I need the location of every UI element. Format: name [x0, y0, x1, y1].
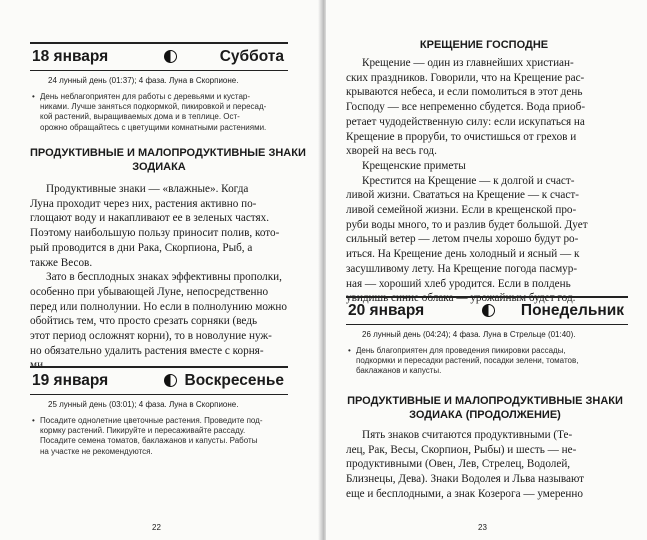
date-header-jan18 — [30, 42, 288, 71]
day-advice: • День благоприятен для проведения пикировки рассады, подкормки и пересадки растений, посадки зелени, томатов, баклажанов и капусты. — [348, 346, 579, 376]
moon-phase-icon — [164, 50, 177, 63]
holiday-text: Крещение — один из главнейших христиан- ских праздников. Говорили, что на Крещение рас- крываются небеса, и если помолиться в этот день Господу — все непременно сбудется. Вода приоб- ретает чудодейственную силу: если искупаться на Крещение в проруби, то очистишься от грехов и хворей на весь год. Крещенские приметы Крестится на Крещение — к долгой и счаст- ливой жизни. Свататься на Крещение — к счаст- ливой семейной жизни. Если в крещенской про- руби воды много, то и разлив будет большой. Дует сильный ветер — летом пчелы хорошо будут ро- иться. На Крещение день холодный и ясный — к засушливому лету. На Крещение погода пасмур- ная — хороший хлеб уродится. Если в полдень увидишь синие облака — урожайным будет год. — [346, 57, 588, 305]
date-header-jan19 — [30, 366, 288, 395]
date-header-jan20 — [346, 296, 628, 325]
moon-info: 26 лунный день (04:24); 4 фаза. Луна в Стрельце (01:40). — [362, 330, 576, 339]
date-label: 20 января — [348, 302, 425, 319]
weekday-label: Понедельник — [520, 302, 624, 319]
moon-info: 25 лунный день (03:01); 4 фаза. Луна в Скорпионе. — [48, 400, 239, 409]
weekday-label: Суббота — [219, 48, 284, 65]
section-heading: ПРОДУКТИВНЫЕ И МАЛОПРОДУКТИВНЫЕ ЗНАКИ ЗОДИАКА (ПРОДОЛЖЕНИЕ) — [347, 395, 623, 421]
day-advice: • День неблагоприятен для работы с деревьями и кустар- никами. Лучше заняться подкормкой, пикировкой и пересад- кой растений, выращиваемых дома и в теплице. Ост- орожно обращайтесь с цветущими комнатными растениями. — [32, 92, 267, 132]
page-number: 23 — [478, 523, 487, 532]
left-page — [0, 0, 320, 540]
date-label: 19 января — [32, 372, 109, 389]
section-heading: ПРОДУКТИВНЫЕ И МАЛОПРОДУКТИВНЫЕ ЗНАКИ ЗОДИАКА — [30, 147, 306, 173]
weekday-label: Воскресенье — [184, 372, 284, 389]
holiday-heading: КРЕЩЕНИЕ ГОСПОДНЕ — [419, 39, 549, 51]
moon-phase-icon — [482, 304, 495, 317]
section-text: Продуктивные знаки — «влажные». Когда Луна проходит через них, растения активно по- глощают воду и накапливают ее в зеленых частях. Поэтому наибольшую пользу приносит полив, кото- рый проводится в дни Рака, Скорпиона, Рыб, а также Весов. Зато в бесплодных знаках эффективны прополки, особенно при убывающей Луне, непосредственно перед или полнолунии. Но если в полнолунию можно обойтись тем, что просто срезать сорняки (ведь этот период осложнят корни), то в новолуние нуж- но обязательно удалить растения вместе с корня- ми. — [30, 183, 287, 372]
moon-phase-icon — [164, 374, 177, 387]
day-advice: • Посадите однолетние цветочные растения. Проведите под- кормку растений. Пикируйте и пересаживайте рассаду. Посадите семена томатов, баклажанов и капусты. Работы на участке не рекомендуются. — [32, 416, 263, 456]
page-number: 22 — [152, 523, 161, 532]
section-text: Пять знаков считаются продуктивными (Те- лец, Рак, Весы, Скорпион, Рыбы) и шесть — не- продуктивными (Овен, Лев, Стрелец, Водолей, Близнецы, Дева). Знаки Водолея и Льва называют еще и бесплодными, а знак Козерога — умеренно — [346, 429, 585, 500]
date-label: 18 января — [32, 48, 109, 65]
right-page — [326, 0, 647, 540]
moon-info: 24 лунный день (01:37); 4 фаза. Луна в Скорпионе. — [48, 76, 239, 85]
